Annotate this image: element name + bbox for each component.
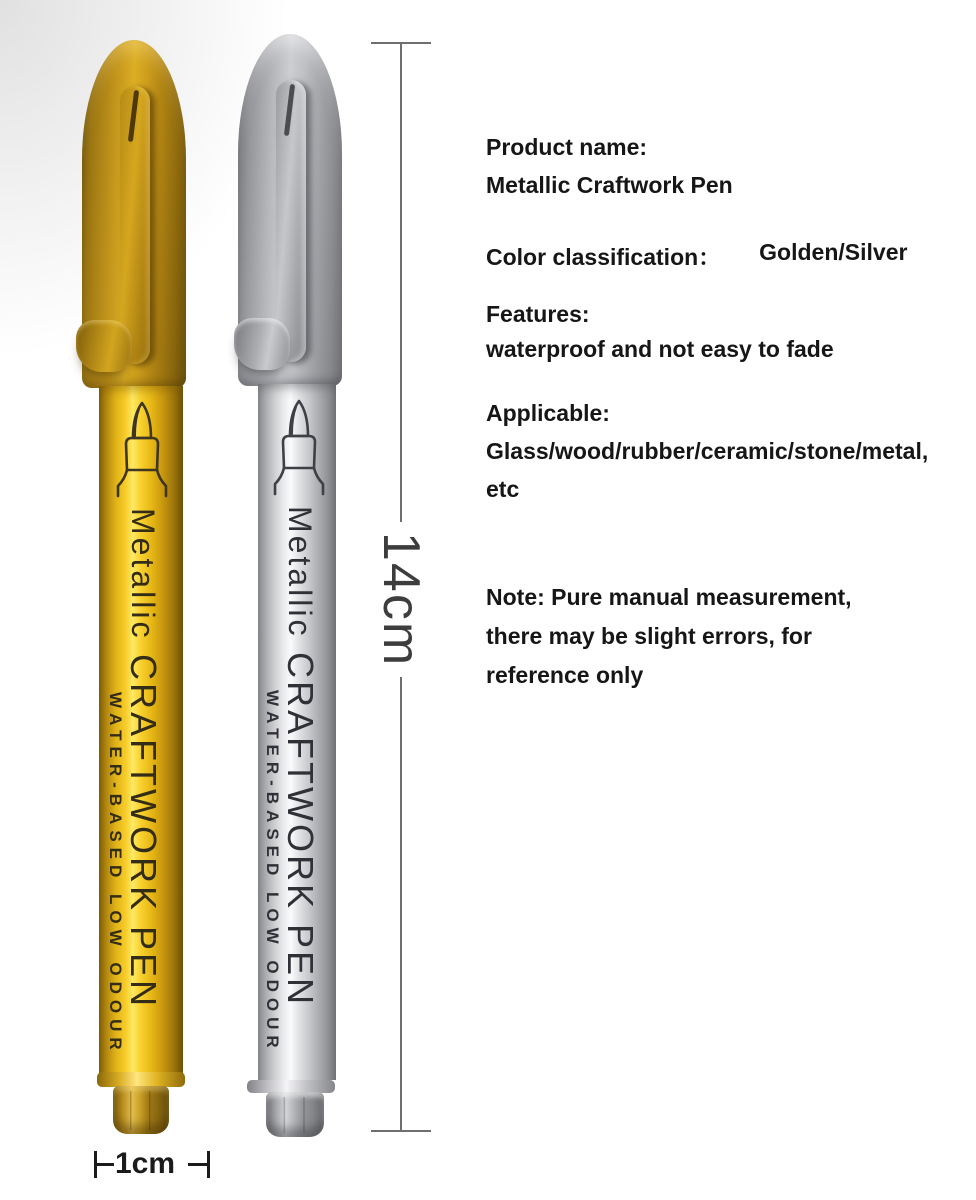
features-label: Features:	[486, 301, 590, 327]
gold-pen-clip	[120, 86, 150, 364]
silver-pen-brand: Metallic	[282, 506, 318, 639]
note-line2: there may be slight errors, for	[486, 623, 812, 649]
gold-pen-subtitle-text: WATER-BASED LOW ODOUR	[106, 692, 125, 1056]
marker-tip-icon	[113, 398, 171, 510]
gold-pen-brand-text	[122, 508, 164, 1009]
color-classification-value: Golden/Silver	[759, 239, 908, 265]
diameter-dimension-label: 1cm	[115, 1147, 176, 1180]
gold-pen-product-name: CRAFTWORK PEN	[123, 654, 164, 1010]
gold-pen-rim	[97, 1072, 185, 1087]
gold-pen-end-plug	[113, 1086, 169, 1134]
silver-pen-clip	[276, 80, 306, 362]
silver-pen-brand-text	[279, 506, 321, 1007]
product-name-label: Product name:	[486, 134, 648, 160]
diameter-left-line	[97, 1163, 114, 1166]
features-value: waterproof and not easy to fade	[486, 336, 834, 362]
note-line3: reference only	[486, 662, 644, 688]
gold-pen-cap	[82, 40, 186, 388]
gold-pen-brand: Metallic	[125, 508, 161, 641]
features-block	[486, 297, 834, 367]
product-name-value: Metallic Craftwork Pen	[486, 172, 733, 198]
diameter-right-tick	[207, 1151, 210, 1178]
length-dimension-line-upper	[400, 44, 402, 522]
applicable-block	[486, 394, 928, 508]
color-classification-block	[486, 239, 907, 272]
length-dimension-line-lower	[400, 677, 402, 1130]
diameter-right-line	[188, 1163, 207, 1166]
applicable-value-line2: etc	[486, 476, 520, 502]
applicable-value-line1: Glass/wood/rubber/ceramic/stone/metal,	[486, 438, 929, 464]
silver-pen-product-name: CRAFTWORK PEN	[280, 652, 321, 1008]
silver-pen-subtitle-text: WATER-BASED LOW ODOUR	[263, 690, 282, 1054]
product-name-block	[486, 128, 733, 204]
length-dimension-bottom-bar	[371, 1130, 431, 1132]
length-dimension	[370, 42, 432, 1132]
applicable-label: Applicable:	[486, 400, 610, 426]
color-classification-label: Color classification：	[486, 244, 722, 270]
note-block	[486, 578, 852, 695]
silver-pen-cap	[238, 34, 342, 386]
marker-tip-icon	[270, 396, 328, 508]
diameter-dimension	[94, 1146, 210, 1182]
silver-pen-end-plug	[266, 1092, 324, 1137]
note-line1: Note: Pure manual measurement,	[486, 584, 852, 610]
gold-pen-clip-tab	[76, 320, 132, 372]
silver-pen-clip-tab	[234, 318, 290, 370]
length-dimension-label: 14cm	[372, 532, 430, 668]
